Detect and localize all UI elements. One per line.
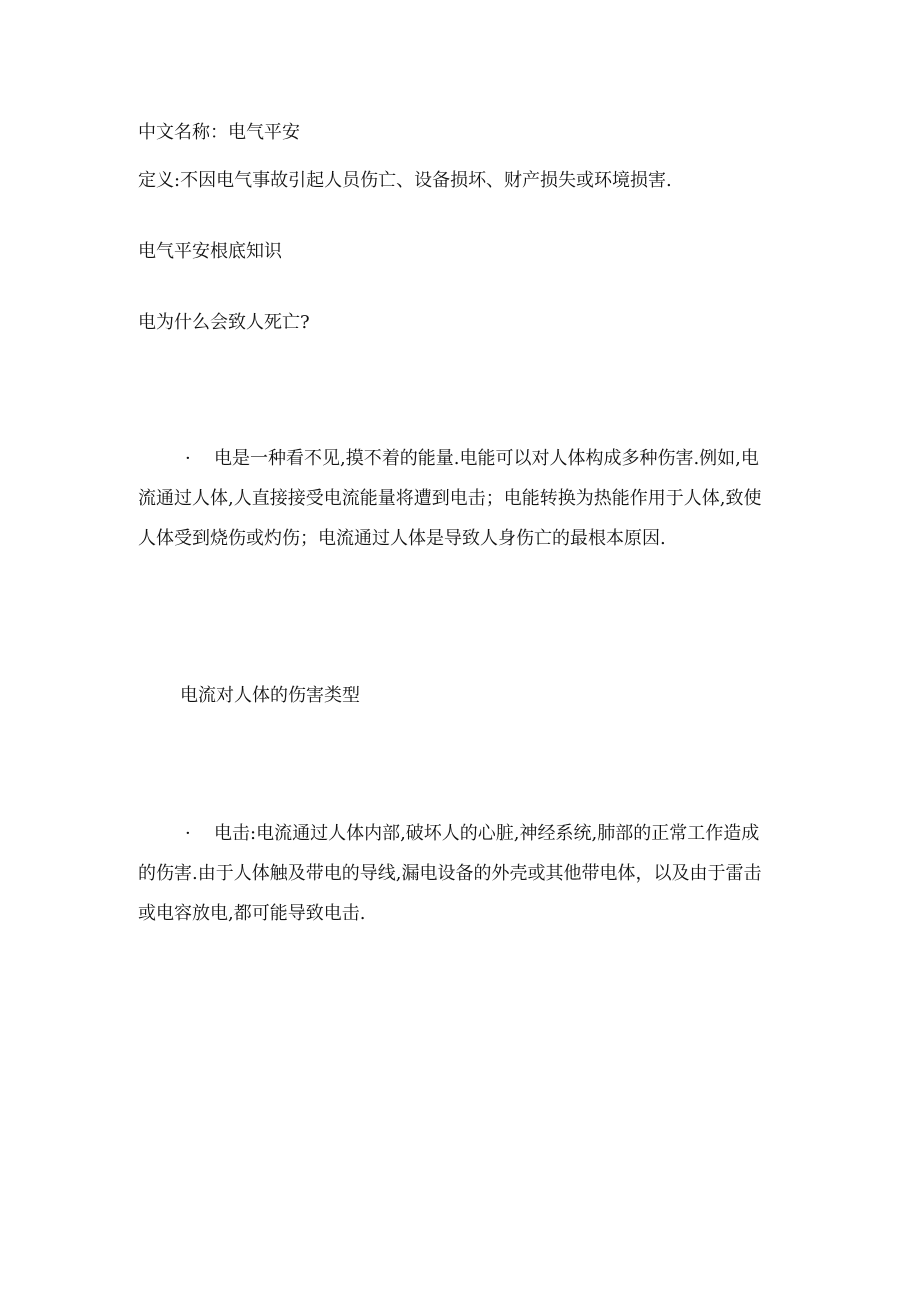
bullet-marker: · xyxy=(185,448,191,469)
paragraph-electric-energy xyxy=(138,449,798,569)
question-heading: 电为什么会致人死亡? xyxy=(138,312,310,333)
bullet-marker: · xyxy=(185,823,191,844)
paragraph-line: 电击:电流通过人体内部,破坏人的心脏,神经系统,肺部的正常工作造成 xyxy=(214,823,760,844)
subheading-injury-types: 电流对人体的伤害类型 xyxy=(180,685,360,706)
paragraph-line: 流通过人体,人直接接受电流能量将遭到电击；电能转换为热能作用于人体,致使 xyxy=(138,488,762,509)
definition-line: 定义:不因电气事故引起人员伤亡、设备损坏、财产损失或环境损害. xyxy=(138,170,672,191)
paragraph-line: 或电容放电,都可能导致电击. xyxy=(138,903,366,924)
paragraph-line: 的伤害.由于人体触及带电的导线,漏电设备的外壳或其他带电体，以及由于雷击 xyxy=(138,863,762,884)
paragraph-line: 人体受到烧伤或灼伤；电流通过人体是导致人身伤亡的最根本原因. xyxy=(138,528,666,549)
section-title: 电气平安根底知识 xyxy=(138,241,282,262)
chinese-name-line: 中文名称：电气平安 xyxy=(138,122,300,143)
paragraph-electric-shock xyxy=(138,824,798,944)
paragraph-line: 电是一种看不见,摸不着的能量.电能可以对人体构成多种伤害.例如,电 xyxy=(214,448,759,469)
